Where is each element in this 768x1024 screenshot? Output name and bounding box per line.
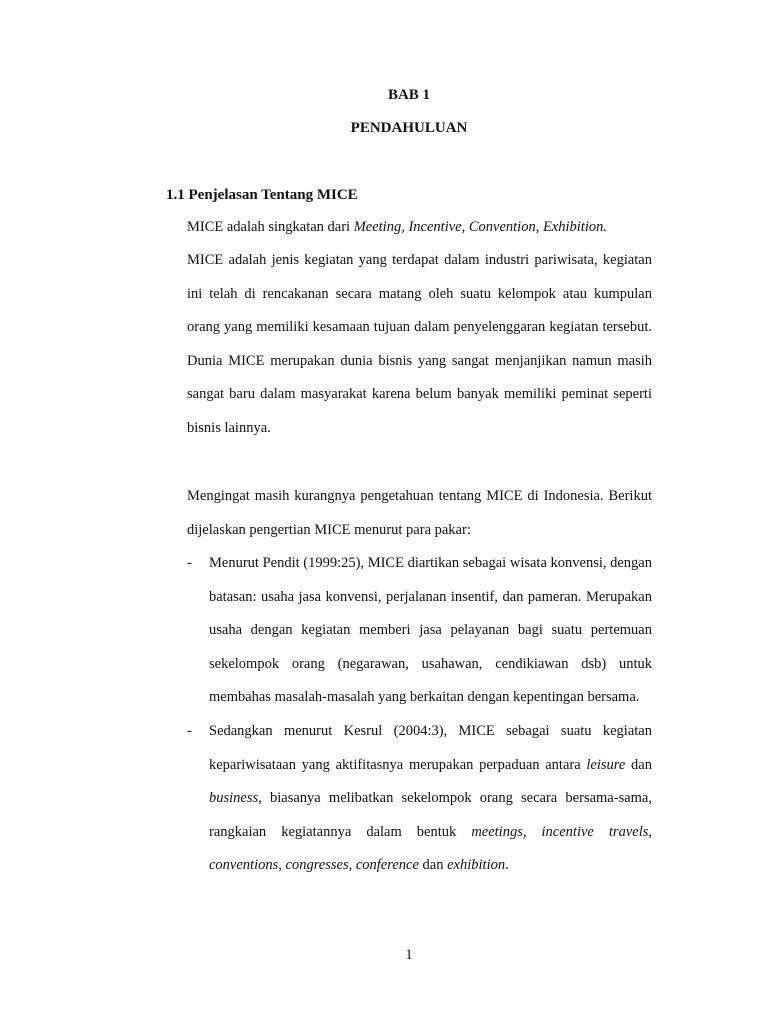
term-event-forms: meetings, incentive travels, conventions, congresses, conference <box>209 823 652 874</box>
term-leisure: leisure <box>586 756 626 773</box>
term-exhibition: exhibition <box>447 857 506 874</box>
term-business: business <box>209 790 259 807</box>
bullet-marker: - <box>187 723 192 739</box>
definition-lead: MICE adalah singkatan dari <box>187 219 354 235</box>
page-number: 1 <box>405 947 413 963</box>
chapter-title: PENDAHULUAN <box>350 120 468 136</box>
bullet-text-segment: , biasanya melibatkan sekelompok orang secara bersama-sama, rangkaian kegiatannya dalam bentuk <box>209 790 652 840</box>
bullet-marker: - <box>187 555 192 571</box>
section-heading: 1.1 Penjelasan Tentang MICE <box>166 187 358 203</box>
bullet-text-segment: Sedangkan menurut Kesrul (2004:3), MICE sebagai suatu kegiatan kepariwisataan yang aktifitasnya merupakan perpaduan antara <box>209 723 652 773</box>
bullet-text-segment: . <box>505 857 509 874</box>
pakar-paragraph: Mengingat masih kurangnya pengetahuan tentang MICE di Indonesia. Berikut dijelaskan pengertian MICE menurut para pakar: <box>187 488 652 538</box>
definition-terms: Meeting, Incentive, Convention, Exhibition. <box>353 219 607 235</box>
bullet-text-segment: dan <box>418 857 448 874</box>
bullet-item-kesrul <box>209 715 652 883</box>
bullet-item-pendit: Menurut Pendit (1999:25), MICE diartikan sebagai wisata konvensi, dengan batasan: usaha jasa konvensi, perjalanan insentif, dan pameran. Merupakan usaha dengan kegiatan memberi jasa pelayanan bagi suatu pertemuan sekelompok orang (negarawan, usahawan, cendikiawan dsb) untuk membahas masalah-masalah yang berkaitan dengan kepentingan bersama. <box>209 555 652 706</box>
intro-paragraph: MICE adalah jenis kegiatan yang terdapat dalam industri pariwisata, kegiatan ini telah di rencakanan secara matang oleh suatu kelompok atau kumpulan orang yang memiliki kesamaan tujuan dalam penyelenggaran kegiatan tersebut. Dunia MICE merupakan dunia bisnis yang sangat menjanjikan namun masih sangat baru dalam masyarakat karena belum banyak memiliki peminat seperti bisnis lainnya. <box>187 252 652 436</box>
mice-definition <box>187 211 652 245</box>
bullet-text-segment: dan <box>625 756 652 773</box>
chapter-number: BAB 1 <box>387 87 431 103</box>
